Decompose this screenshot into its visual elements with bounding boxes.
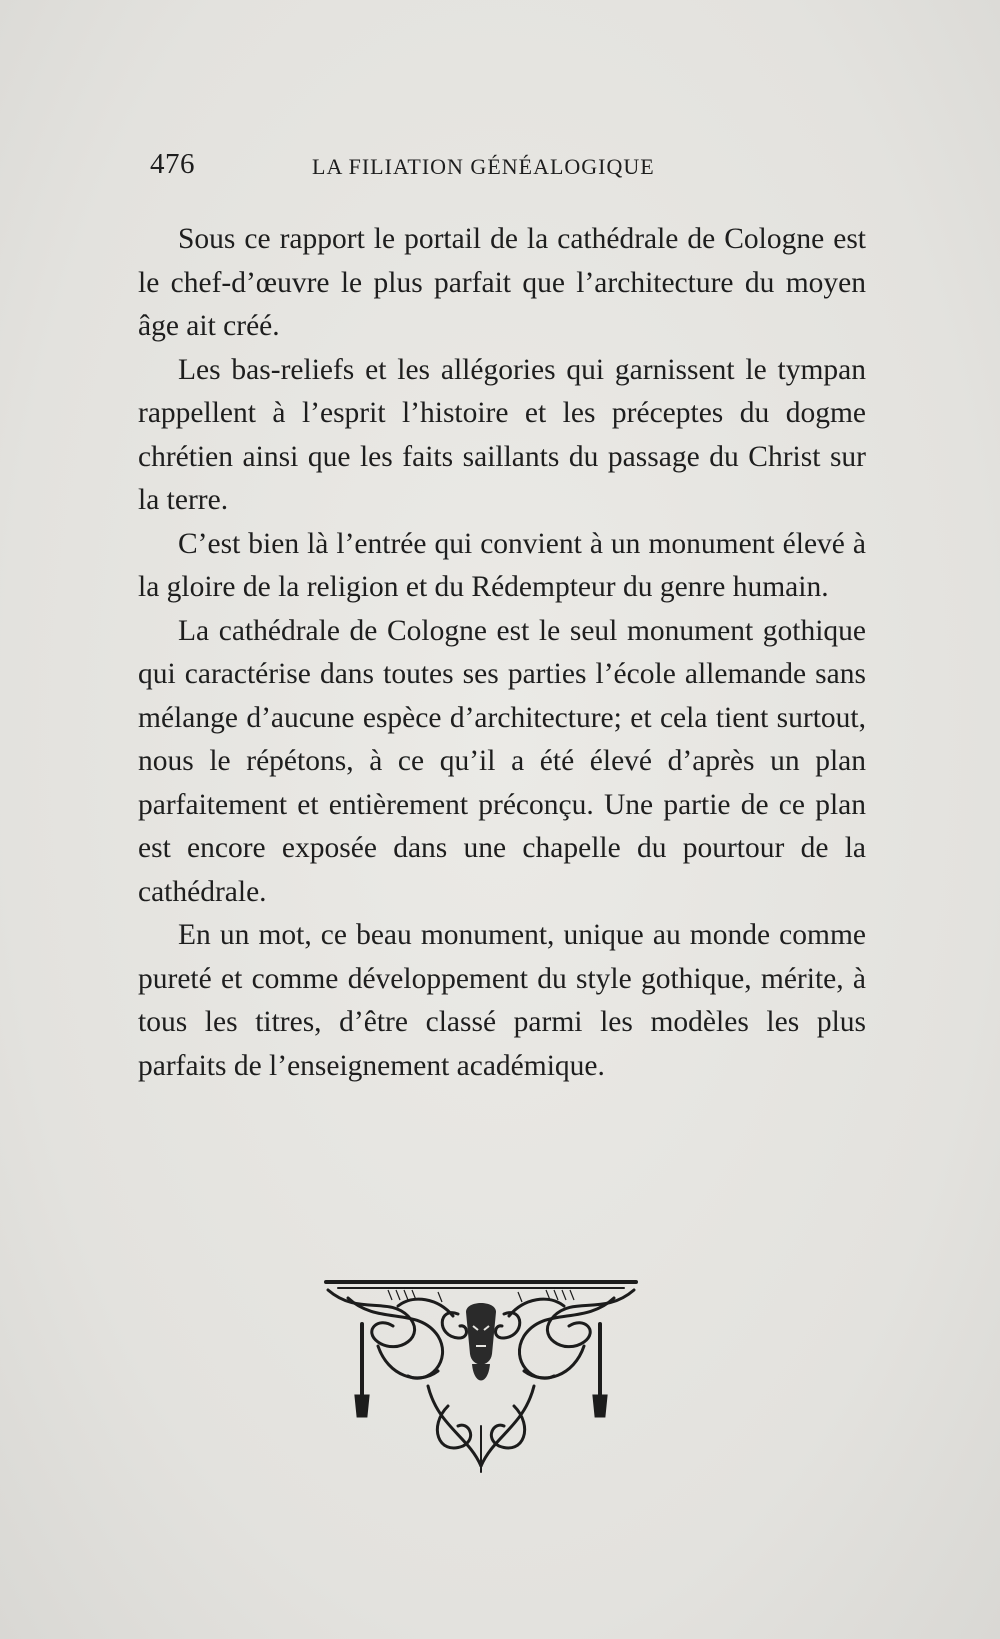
paragraph-4: La cathédrale de Cologne est le seul monument gothique qui caractérise dans toutes ses parties l’école allemande sans mélange d’aucune espèce d’architecture; et cela tient surtout, nous le répétons, à ce qu’il a été élevé d’après un plan parfaitement et entièrement préconçu. Une partie de ce plan est encore exposée dans une chapelle du pourtour de la cathédrale. [138, 614, 866, 908]
page-number: 476 [150, 148, 195, 180]
page-header [150, 148, 720, 188]
body-text [138, 218, 866, 1088]
ram-head-ornament-icon [318, 1276, 644, 1476]
paragraph-2: Les bas-reliefs et les allégories qui garnissent le tympan rappellent à l’esprit l’histoire et les préceptes du dogme chrétien ainsi que les faits saillants du passage du Christ sur la terre. [138, 353, 866, 516]
running-title: LA FILIATION GÉNÉALOGIQUE [312, 154, 655, 179]
paragraph-5: En un mot, ce beau monument, unique au monde comme pureté et comme développement du style gothique, mérite, à tous les titres, d’être classé parmi les modèles les plus parfaits de l’enseignement académique. [138, 919, 866, 1082]
paragraph-3: C’est bien là l’entrée qui convient à un monument élevé à la gloire de la religion et du Rédempteur du genre humain. [138, 527, 866, 603]
paragraph-1: Sous ce rapport le portail de la cathédrale de Cologne est le chef-d’œuvre le plus parfait que l’architecture du moyen âge ait créé. [138, 223, 866, 342]
